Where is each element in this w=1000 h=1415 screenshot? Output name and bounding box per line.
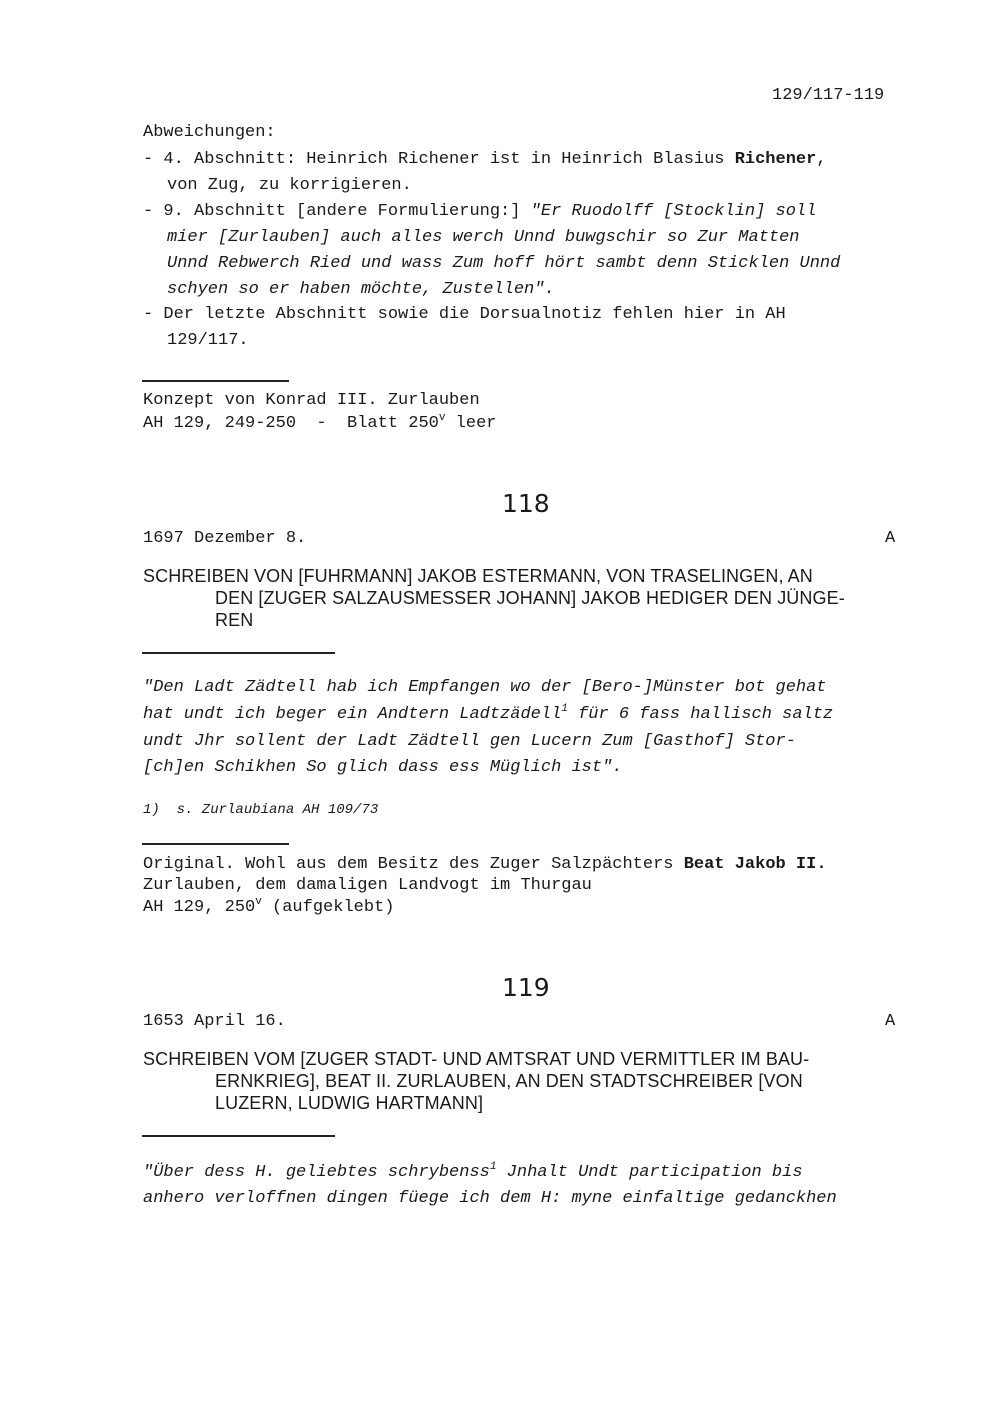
footnote-marker: 1 [561,703,568,715]
document-text-line [143,1163,803,1182]
document-title-line: ERNKRIEG], BEAT II. ZURLAUBEN, AN DEN STADTSCHREIBER [VON [215,1071,803,1091]
deviation-quote: "Er Ruodolff [Stocklin] soll [530,202,817,221]
document-text: für 6 fass hallisch saltz [567,705,834,724]
document-type: A [885,529,896,548]
document-text-line: [ch]en Schikhen So glich dass ess Müglich ist". [143,758,623,777]
deviation-item-2 [143,202,816,221]
source-note-line [143,855,827,874]
source-bold-name: Beat Jakob II. [683,855,827,874]
footnote: 1) s. Zurlaubiana AH 109/73 [143,802,379,818]
source-note-line: Konzept von Konrad III. Zurlauben [143,391,480,410]
deviation-item-3: - Der letzte Abschnitt sowie die Dorsualnotiz fehlen hier in AH [143,305,786,324]
deviations-heading: Abweichungen: [143,123,276,142]
deviation-item-1-cont: von Zug, zu korrigieren. [167,176,412,195]
page-reference: 129/117-119 [772,86,885,105]
document-date: 1697 Dezember 8. [143,529,307,548]
document-date: 1653 April 16. [143,1012,286,1031]
document-number: 119 [502,973,550,1002]
source-note-line [143,898,394,917]
section-divider [142,843,289,845]
source-text: (aufgeklebt) [261,898,395,917]
footnote-marker: 1 [489,1161,497,1173]
document-text: hat undt ich beger ein Andtern Ladtzädell [143,705,562,724]
document-text: Jnhalt Undt participation bis [496,1163,803,1182]
source-note-line [143,414,496,433]
document-title-line: SCHREIBEN VOM [ZUGER STADT- UND AMTSRAT UND VERMITTLER IM BAU- [143,1049,810,1069]
superscript-verso: v [438,412,446,424]
superscript-verso: v [255,896,262,908]
source-text: leer [445,414,497,433]
deviation-item-3-cont: 129/117. [167,331,249,350]
source-text: AH 129, 250 [143,898,256,917]
document-text-line: undt Jhr sollent der Ladt Zädtell gen Lucern Zum [Gasthof] Stor- [143,732,796,751]
deviation-text: , [816,150,827,169]
deviation-quote-line: schyen so er haben möchte, Zustellen". [167,280,555,299]
document-number: 118 [502,489,550,518]
deviation-quote-line: mier [Zurlauben] auch alles werch Unnd buwgschir so Zur Matten [167,228,800,247]
document-text-line [143,705,833,724]
document-title-line: DEN [ZUGER SALZAUSMESSER JOHANN] JAKOB HEDIGER DEN JÜNGE- [215,588,845,608]
document-text: "Über dess H. geliebtes schrybenss [143,1163,490,1182]
document-text-line: "Den Ladt Zädtell hab ich Empfangen wo der [Bero-]Münster bot gehat [143,678,827,697]
deviation-text: - 4. Abschnitt: Heinrich Richener ist in Heinrich Blasius [143,150,735,169]
document-title-line: LUZERN, LUDWIG HARTMANN] [215,1093,484,1113]
document-title-line: REN [215,610,254,630]
source-text: AH 129, 249-250 - Blatt 250 [143,414,439,433]
section-divider [142,1135,335,1137]
document-text-line: anhero verloffnen dingen füege ich dem H: myne einfaltige gedanckhen [143,1189,837,1208]
section-divider [142,652,335,654]
deviation-bold-name: Richener [734,150,817,169]
document-type: A [885,1012,896,1031]
source-text: Original. Wohl aus dem Besitz des Zuger Salzpächters [143,855,684,874]
source-note-line: Zurlauben, dem damaligen Landvogt im Thurgau [143,876,592,895]
deviation-item-1 [143,150,827,169]
section-divider [142,380,289,382]
deviation-text: - 9. Abschnitt [andere Formulierung:] [143,202,531,221]
document-title-line: SCHREIBEN VON [FUHRMANN] JAKOB ESTERMANN, VON TRASELINGEN, AN [143,566,813,586]
deviation-quote-line: Unnd Rebwerch Ried und wass Zum hoff hört sambt denn Sticklen Unnd [167,254,841,273]
